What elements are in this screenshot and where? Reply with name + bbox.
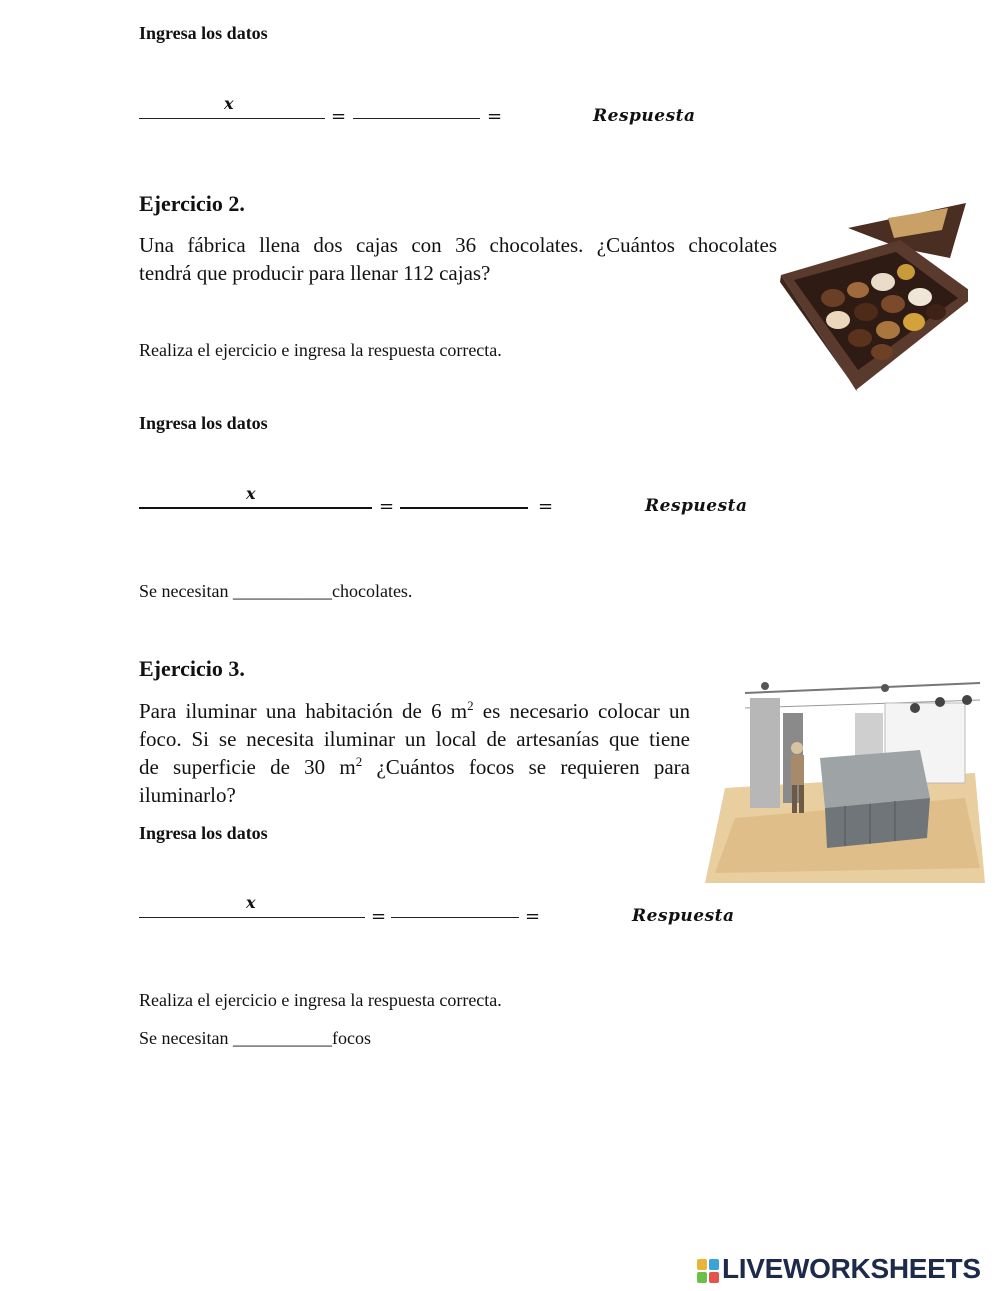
variable-x: x: [246, 484, 256, 503]
room-sketch-image: [705, 678, 985, 883]
variable-x: x: [224, 94, 234, 113]
answer-line[interactable]: [391, 917, 519, 918]
exercise-3-question: [139, 697, 690, 809]
liveworksheets-logo: [697, 1253, 995, 1286]
exercise-3-heading: Ejercicio 3.: [139, 656, 245, 681]
equals-sign: =: [371, 906, 387, 927]
answer-line[interactable]: [139, 118, 325, 119]
exercise-3-instruction: Realiza el ejercicio e ingresa la respuesta correcta.: [139, 990, 502, 1010]
answer-line[interactable]: [353, 118, 480, 119]
equals-sign: =: [331, 106, 347, 127]
exercise-2-question: [139, 231, 777, 287]
equals-sign: =: [525, 906, 541, 927]
answer-blank[interactable]: ___________: [232, 581, 332, 601]
question-line: foco. Si se necesita iluminar un local de artesanías que tiene: [139, 727, 690, 751]
chocolate-box-image: [778, 200, 968, 392]
exercise-2-answer-sentence: [139, 581, 412, 602]
variable-x: x: [246, 893, 256, 912]
logo-text: LIVEWORKSHEETS: [722, 1253, 981, 1284]
answer-prefix: Se necesitan: [139, 581, 229, 601]
logo-mark-icon: [697, 1259, 719, 1283]
answer-line[interactable]: [139, 507, 372, 509]
respuesta-label: Respuesta: [645, 496, 748, 516]
exercise-2-instruction: Realiza el ejercicio e ingresa la respuesta correcta.: [139, 340, 502, 360]
question-line: Para iluminar una habitación de 6 $m^2$ es necesario colocar un: [139, 698, 690, 723]
answer-suffix: chocolates.: [331, 581, 413, 601]
equals-sign: =: [379, 496, 395, 517]
respuesta-label: Respuesta: [593, 106, 696, 126]
answer-blank[interactable]: ___________: [232, 1028, 332, 1048]
answer-line[interactable]: [400, 507, 528, 509]
question-line: iluminarlo?: [139, 783, 236, 807]
exercise-2-heading: Ejercicio 2.: [139, 191, 245, 216]
equals-sign: =: [538, 496, 554, 517]
question-line: de superficie de 30 $m^2$ ¿Cuántos focos se requieren para: [139, 754, 690, 779]
question-line: tendrá que producir para llenar 112 cajas?: [139, 261, 491, 285]
respuesta-label: Respuesta: [632, 906, 735, 926]
data-label: Ingresa los datos: [139, 413, 268, 433]
data-label: Ingresa los datos: [139, 23, 268, 43]
question-line: Una fábrica llena dos cajas con 36 chocolates. ¿Cuántos chocolates: [139, 233, 777, 257]
answer-prefix: Se necesitan: [139, 1028, 229, 1048]
data-label: Ingresa los datos: [139, 823, 268, 843]
answer-line[interactable]: [139, 917, 365, 918]
exercise-3-answer-sentence: [139, 1028, 371, 1049]
answer-suffix: focos: [331, 1028, 371, 1048]
equals-sign: =: [487, 106, 503, 127]
